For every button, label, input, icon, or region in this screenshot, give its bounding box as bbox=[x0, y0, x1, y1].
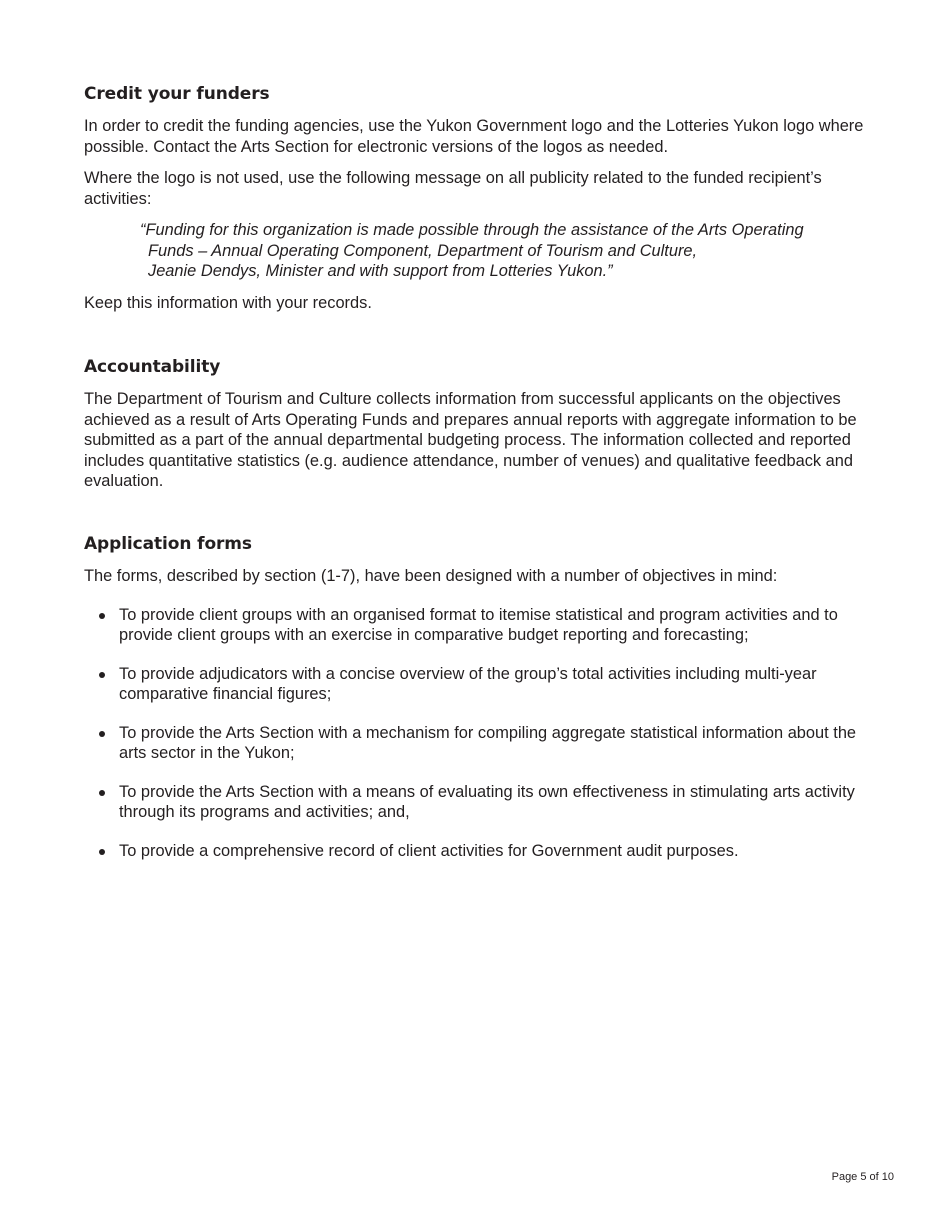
application-forms-section bbox=[84, 532, 864, 879]
credit-paragraph-3: Keep this information with your records. bbox=[84, 293, 372, 312]
list-item-text: To provide the Arts Section with a means of evaluating its own effectiveness in stimulating arts activity through its programs and activities; and, bbox=[119, 782, 855, 821]
list-item bbox=[84, 664, 864, 705]
list-item-text: To provide adjudicators with a concise overview of the group’s total activities including multi-year comparative financial figures; bbox=[119, 664, 817, 703]
quote-line-3: Jeanie Dendys, Minister and with support from Lotteries Yukon.” bbox=[148, 262, 613, 280]
accountability-paragraph: The Department of Tourism and Culture collects information from successful applicants on the objectives achieved as a result of Arts Operating Funds and prepares annual reports with aggregate information to be submitted as a part of the annual departmental budgeting process. The information collected and reported includes quantitative statistics (e.g. audience attendance, number of venues) and qualitative feedback and evaluation. bbox=[84, 390, 857, 490]
credit-paragraph-2: Where the logo is not used, use the following message on all publicity related to the funded recipient’s activities: bbox=[84, 169, 822, 208]
quote-line-1: “Funding for this organization is made possible through the assistance of the Arts Operating bbox=[140, 221, 804, 239]
bullet-icon bbox=[99, 849, 105, 855]
accountability-heading: Accountability bbox=[84, 357, 221, 377]
credit-section bbox=[84, 82, 864, 313]
quote-line-2: Funds – Annual Operating Component, Department of Tourism and Culture, bbox=[148, 241, 698, 260]
credit-quote bbox=[140, 220, 864, 282]
list-item bbox=[84, 841, 864, 862]
accountability-section bbox=[84, 355, 864, 503]
objectives-list bbox=[84, 605, 864, 862]
application-forms-heading: Application forms bbox=[84, 534, 252, 554]
bullet-icon bbox=[99, 672, 105, 678]
page-number: Page 5 of 10 bbox=[831, 1171, 894, 1183]
bullet-icon bbox=[99, 731, 105, 737]
credit-paragraph-1: In order to credit the funding agencies, use the Yukon Government logo and the Lotteries Yukon logo where possible. Contact the Arts Section for electronic versions of the logos as needed. bbox=[84, 117, 864, 156]
list-item-text: To provide a comprehensive record of client activities for Government audit purposes. bbox=[119, 841, 739, 860]
list-item bbox=[84, 723, 864, 764]
list-item bbox=[84, 605, 864, 646]
bullet-icon bbox=[99, 613, 105, 619]
list-item-text: To provide client groups with an organised format to itemise statistical and program activities and to provide client groups with an exercise in comparative budget reporting and forecasting; bbox=[119, 605, 838, 644]
bullet-icon bbox=[99, 790, 105, 796]
list-item-text: To provide the Arts Section with a mechanism for compiling aggregate statistical information about the arts sector in the Yukon; bbox=[119, 723, 857, 762]
credit-heading: Credit your funders bbox=[84, 84, 270, 104]
document-page bbox=[84, 82, 864, 860]
application-forms-intro: The forms, described by section (1-7), have been designed with a number of objectives in mind: bbox=[84, 567, 778, 585]
list-item bbox=[84, 782, 864, 823]
